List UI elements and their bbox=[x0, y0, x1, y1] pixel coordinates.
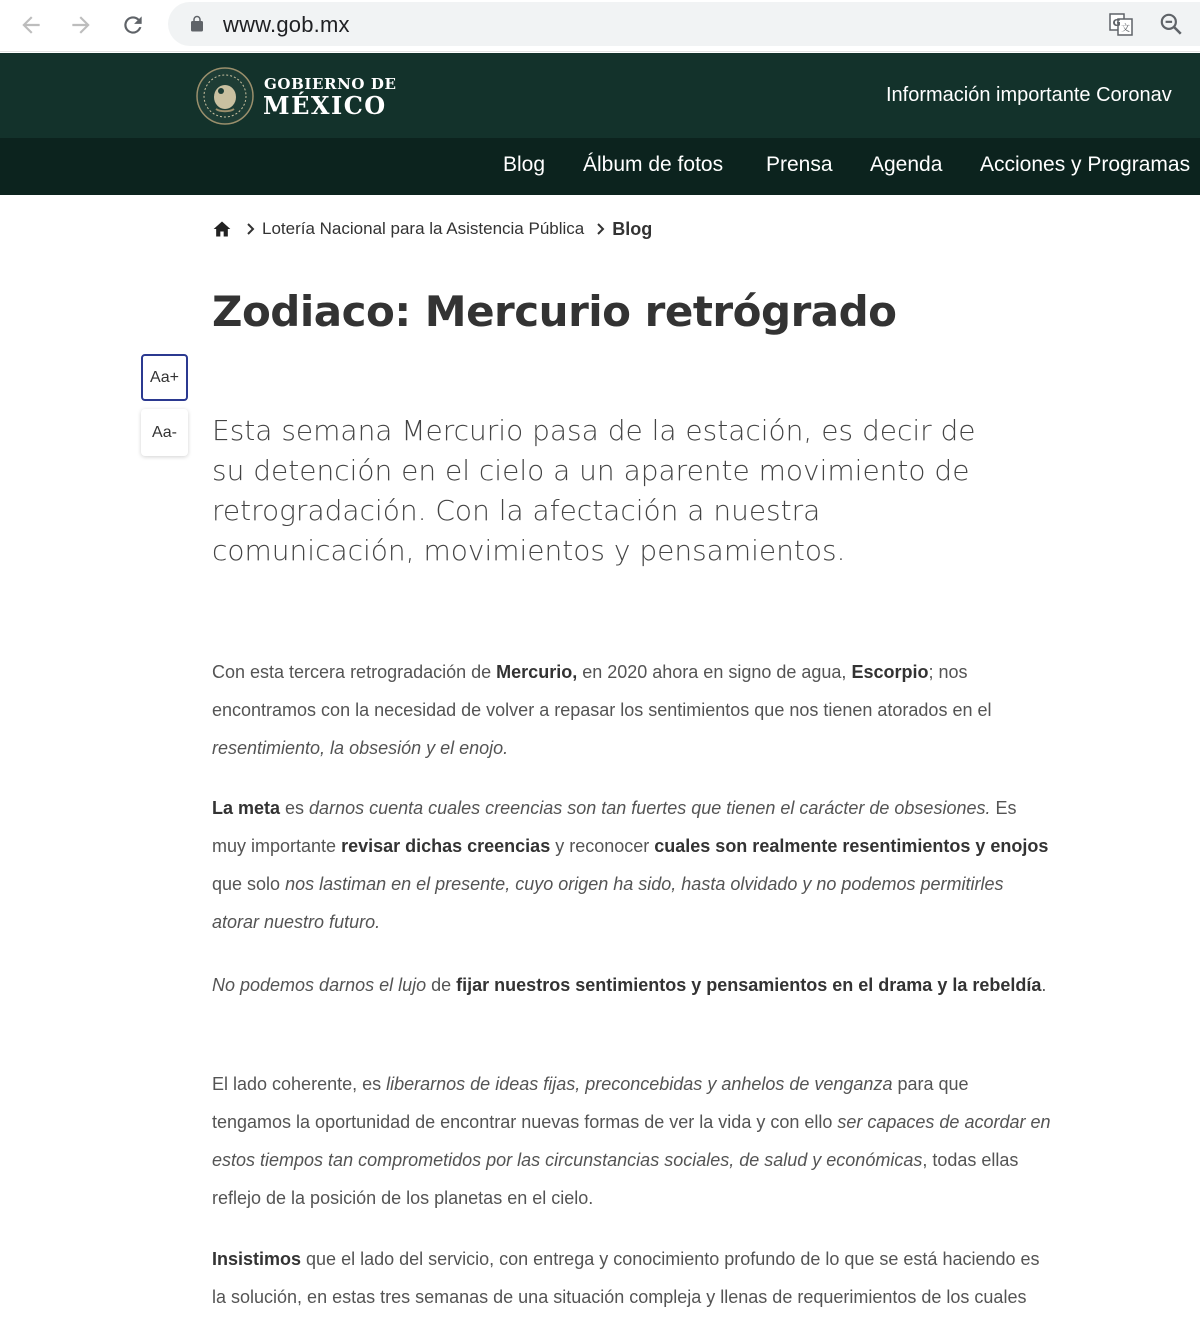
translate-icon[interactable] bbox=[1108, 11, 1134, 37]
site-header bbox=[0, 53, 1200, 138]
arrow-right-icon bbox=[68, 12, 94, 38]
main-nav bbox=[0, 138, 1200, 195]
chevron-right-icon bbox=[246, 223, 256, 235]
reload-icon bbox=[120, 12, 146, 38]
font-increase-button[interactable]: Aa+ bbox=[141, 354, 188, 401]
article-paragraph: Con esta tercera retrogradación de Mercurio, en 2020 ahora en signo de agua, Escorpio; nos encontramos con la necesidad de volver a repasar los sentimientos que nos tienen atorados en el resentimiento, la obsesión y el enojo. bbox=[212, 662, 992, 758]
svg-text:G: G bbox=[1112, 18, 1121, 29]
article-paragraph: El lado coherente, es liberarnos de ideas fijas, preconcebidas y anhelos de venganza para que tengamos la oportunidad de encontrar nuevas formas de ver la vida y con ello ser capaces de acordar en estos tiempos tan comprometidos por las circunstancias sociales, de salud y económicas, todas ellas reflejo de la posición de los planetas en el cielo. bbox=[212, 1074, 1051, 1208]
url-text[interactable]: www.gob.mx bbox=[223, 12, 350, 37]
logo-text-top: GOBIERNO DE bbox=[264, 75, 397, 93]
logo-text-main: MÉXICO bbox=[263, 91, 387, 120]
address-bar[interactable] bbox=[168, 2, 1200, 46]
arrow-left-icon bbox=[18, 12, 44, 38]
home-icon[interactable] bbox=[212, 219, 232, 239]
font-decrease-button[interactable]: Aa- bbox=[141, 409, 188, 456]
article-paragraph: No podemos darnos el lujo de fijar nuestros sentimientos y pensamientos en el drama y la rebeldía. bbox=[212, 975, 1047, 995]
lock-icon bbox=[188, 15, 206, 33]
chevron-right-icon bbox=[596, 223, 606, 235]
reload-button[interactable] bbox=[118, 10, 148, 40]
breadcrumb-link-loteria[interactable]: Lotería Nacional para la Asistencia Pública bbox=[262, 219, 585, 238]
svg-text:文: 文 bbox=[1121, 24, 1131, 34]
breadcrumb bbox=[212, 216, 652, 242]
browser-toolbar bbox=[0, 0, 1200, 52]
national-seal-logo[interactable] bbox=[196, 67, 254, 125]
nav-prensa[interactable]: Prensa bbox=[766, 153, 833, 176]
zoom-out-icon[interactable] bbox=[1158, 11, 1184, 37]
page-title: Zodiaco: Mercurio retrógrado bbox=[212, 287, 897, 336]
back-button[interactable] bbox=[16, 10, 46, 40]
article-lead: Esta semana Mercurio pasa de la estación, es decir de su detención en el cielo a un aparente movimiento de retrogradación. Con la afectación a nuestra comunicación, movimientos y pensamientos. bbox=[212, 414, 976, 567]
article-paragraph: La meta es darnos cuenta cuales creencias son tan fuertes que tienen el carácter de obsesiones. Es muy importante revisar dichas creencias y reconocer cuales son realmente resentimientos y enojos que solo nos lastiman en el presente, cuyo origen ha sido, hasta olvidado y no podemos permitirles atorar nuestro futuro. bbox=[212, 798, 1049, 932]
nav-agenda[interactable]: Agenda bbox=[870, 153, 943, 176]
nav-album-fotos[interactable]: Álbum de fotos bbox=[583, 153, 724, 176]
nav-acciones-programas[interactable]: Acciones y Programas bbox=[980, 153, 1191, 176]
article-paragraph: Insistimos que el lado del servicio, con entrega y conocimiento profundo de lo que se está haciendo es la solución, en estas tres semanas de una situación compleja y llenas de requerimientos de los cuales bbox=[212, 1249, 1040, 1307]
forward-button[interactable] bbox=[66, 10, 96, 40]
nav-blog[interactable]: Blog bbox=[503, 153, 546, 176]
breadcrumb-current: Blog bbox=[612, 218, 653, 239]
covid-info-link[interactable]: Información importante Coronav bbox=[886, 84, 1172, 106]
